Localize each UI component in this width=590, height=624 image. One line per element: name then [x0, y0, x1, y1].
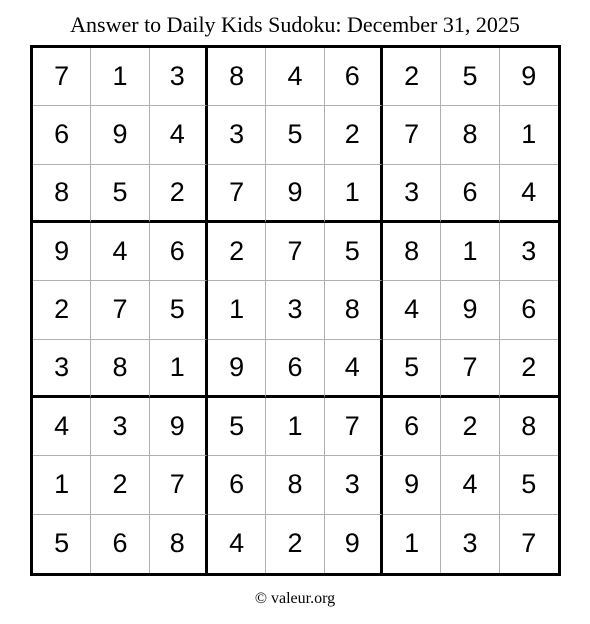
sudoku-cell: 5 [33, 515, 91, 573]
page-title: Answer to Daily Kids Sudoku: December 31, 2025 [70, 12, 520, 37]
sudoku-cell: 4 [266, 48, 324, 106]
sudoku-cell: 2 [383, 48, 441, 106]
sudoku-cell: 6 [33, 106, 91, 164]
sudoku-cell: 6 [266, 340, 324, 398]
sudoku-cell: 3 [91, 398, 149, 456]
sudoku-cell: 1 [325, 165, 383, 223]
sudoku-board [30, 45, 561, 576]
sudoku-cell: 2 [441, 398, 499, 456]
sudoku-cell: 7 [150, 456, 208, 514]
sudoku-cell: 5 [441, 48, 499, 106]
sudoku-cell: 5 [208, 398, 266, 456]
sudoku-cell: 7 [383, 106, 441, 164]
sudoku-cell: 4 [150, 106, 208, 164]
sudoku-cell: 1 [91, 48, 149, 106]
sudoku-cell: 1 [266, 398, 324, 456]
sudoku-cell: 8 [266, 456, 324, 514]
sudoku-cell: 5 [383, 340, 441, 398]
sudoku-cell: 4 [208, 515, 266, 573]
sudoku-cell: 4 [500, 165, 558, 223]
sudoku-cell: 9 [91, 106, 149, 164]
sudoku-cell: 3 [266, 281, 324, 339]
sudoku-cell: 8 [383, 223, 441, 281]
sudoku-cell: 6 [150, 223, 208, 281]
sudoku-cell: 8 [33, 165, 91, 223]
sudoku-cell: 3 [383, 165, 441, 223]
sudoku-cell: 6 [91, 515, 149, 573]
sudoku-cell: 5 [500, 456, 558, 514]
sudoku-cell: 2 [500, 340, 558, 398]
sudoku-cell: 6 [208, 456, 266, 514]
sudoku-cell: 4 [325, 340, 383, 398]
sudoku-cell: 1 [208, 281, 266, 339]
sudoku-cell: 9 [208, 340, 266, 398]
sudoku-cell: 9 [500, 48, 558, 106]
sudoku-cell: 4 [441, 456, 499, 514]
sudoku-cell: 2 [33, 281, 91, 339]
sudoku-cell: 9 [383, 456, 441, 514]
sudoku-cell: 7 [441, 340, 499, 398]
sudoku-cell: 3 [325, 456, 383, 514]
sudoku-cell: 9 [441, 281, 499, 339]
sudoku-cell: 9 [325, 515, 383, 573]
sudoku-cell: 2 [208, 223, 266, 281]
sudoku-cell: 1 [150, 340, 208, 398]
sudoku-cell: 8 [150, 515, 208, 573]
sudoku-cell: 6 [500, 281, 558, 339]
sudoku-cell: 3 [33, 340, 91, 398]
sudoku-cell: 2 [91, 456, 149, 514]
sudoku-cell: 8 [500, 398, 558, 456]
sudoku-cell: 6 [325, 48, 383, 106]
sudoku-cell: 2 [325, 106, 383, 164]
copyright-footer: © valeur.org [254, 590, 336, 607]
sudoku-cell: 1 [500, 106, 558, 164]
sudoku-cell: 4 [91, 223, 149, 281]
sudoku-cell: 1 [383, 515, 441, 573]
sudoku-cell: 1 [33, 456, 91, 514]
sudoku-cell: 7 [33, 48, 91, 106]
sudoku-cell: 2 [266, 515, 324, 573]
sudoku-cell: 6 [441, 165, 499, 223]
sudoku-cell: 3 [208, 106, 266, 164]
sudoku-cell: 5 [266, 106, 324, 164]
sudoku-cell: 1 [441, 223, 499, 281]
sudoku-cell: 2 [150, 165, 208, 223]
sudoku-cell: 7 [325, 398, 383, 456]
sudoku-cell: 9 [266, 165, 324, 223]
sudoku-cell: 3 [500, 223, 558, 281]
sudoku-cell: 7 [208, 165, 266, 223]
sudoku-cell: 8 [325, 281, 383, 339]
sudoku-cell: 5 [91, 165, 149, 223]
sudoku-cell: 7 [91, 281, 149, 339]
sudoku-cell: 3 [150, 48, 208, 106]
sudoku-cell: 4 [33, 398, 91, 456]
sudoku-cell: 5 [150, 281, 208, 339]
sudoku-cell: 8 [208, 48, 266, 106]
sudoku-cell: 3 [441, 515, 499, 573]
sudoku-cell: 9 [150, 398, 208, 456]
sudoku-cell: 8 [91, 340, 149, 398]
sudoku-cell: 6 [383, 398, 441, 456]
sudoku-cell: 7 [521, 528, 537, 559]
sudoku-cell: 7 [266, 223, 324, 281]
sudoku-cell: 9 [33, 223, 91, 281]
sudoku-cell: 5 [325, 223, 383, 281]
sudoku-cell: 4 [383, 281, 441, 339]
sudoku-cell: 8 [441, 106, 499, 164]
